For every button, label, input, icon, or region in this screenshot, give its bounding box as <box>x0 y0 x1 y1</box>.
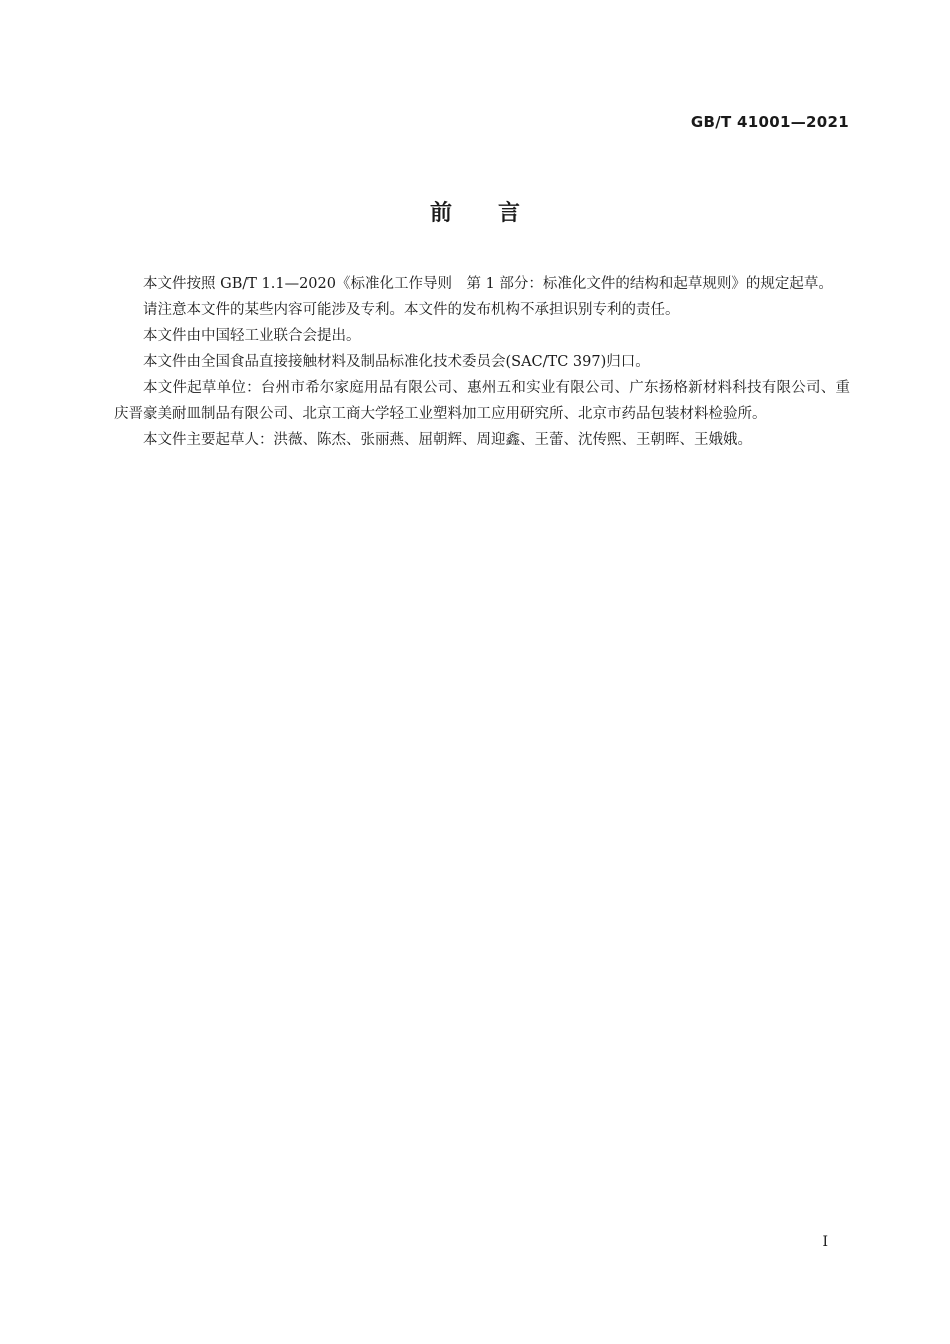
paragraph-drafting-rules: 本文件按照 GB/T 1.1—2020《标准化工作导则 第 1 部分：标准化文件的结构和起草规则》的规定起草。 <box>143 276 833 292</box>
foreword-body <box>114 271 850 453</box>
page-number: I <box>822 1234 828 1250</box>
paragraph-under-jurisdiction: 本文件由全国食品直接接触材料及制品标准化技术委员会(SAC/TC 397)归口。 <box>143 354 650 370</box>
standard-number: GB/T 41001—2021 <box>690 113 849 131</box>
paragraph-patent-notice: 请注意本文件的某些内容可能涉及专利。本文件的发布机构不承担识别专利的责任。 <box>143 302 680 318</box>
paragraph-main-drafters: 本文件主要起草人：洪薇、陈杰、张丽燕、屈朝辉、周迎鑫、王蕾、沈传熙、王朝晖、王娥娥。 <box>143 432 752 448</box>
paragraph-proposed-by: 本文件由中国轻工业联合会提出。 <box>143 328 361 344</box>
page-title: 前言 <box>429 201 566 226</box>
paragraph-drafting-units: 本文件起草单位：台州市希尔家庭用品有限公司、惠州五和实业有限公司、广东扬格新材料科技有限公司、重庆晋豪美耐皿制品有限公司、北京工商大学轻工业塑料加工应用研究所、北京市药品包装材料检验所。 <box>114 380 850 422</box>
